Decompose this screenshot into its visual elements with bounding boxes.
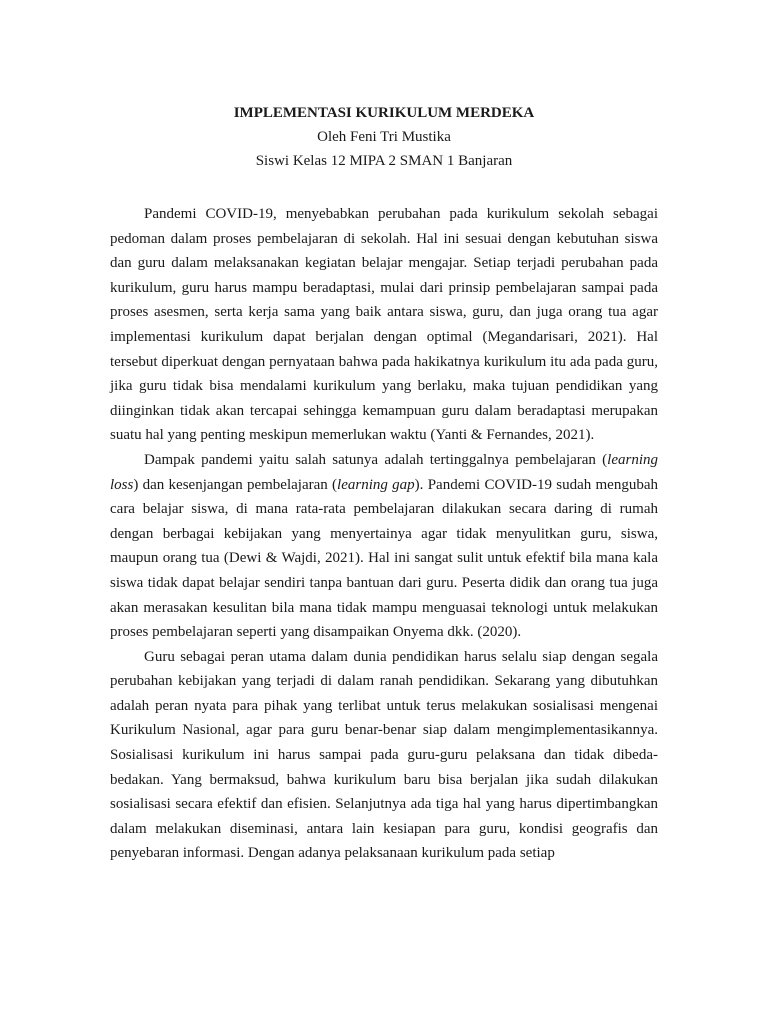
document-header bbox=[110, 101, 658, 173]
document-title: IMPLEMENTASI KURIKULUM MERDEKA bbox=[233, 105, 535, 121]
term-learning-gap: learning gap bbox=[337, 476, 415, 493]
paragraph-3: Guru sebagai peran utama dalam dunia pendidikan harus selalu siap dengan segala perubahan kebijakan yang terjadi di dalam ranah pendidikan. Sekarang yang dibutuhkan adalah peran nyata para pihak yang terlibat untuk terus melakukan sosialisasi mengenai Kurikulum Nasional, agar para guru benar-benar siap dalam mengimplementasikannya. Sosialisasi kurikulum ini harus sampai pada guru-guru pelaksana dan tidak dibeda-bedakan. Yang bermaksud, bahwa kurikulum baru bisa berjalan jika sudah dilakukan sosialisasi secara efektif dan efisien. Selanjutnya ada tiga hal yang harus dipertimbangkan dalam melakukan diseminasi, antara lain kesiapan para guru, kondisi geografis dan penyebaran informasi. Dengan adanya pelaksanaan kurikulum pada setiap bbox=[110, 648, 658, 862]
term-learning-loss: learning loss bbox=[110, 451, 658, 493]
paragraph-2-text-a: Dampak pandemi yaitu salah satunya adalah tertinggalnya pembelajaran ( bbox=[144, 451, 608, 468]
author-line: Oleh Feni Tri Mustika bbox=[317, 129, 451, 145]
document-body bbox=[110, 202, 658, 866]
paragraph-2 bbox=[110, 448, 658, 645]
paragraph-2-text-e: ). Pandemi COVID-19 sudah mengubah cara belajar siswa, di mana rata-rata pembelajaran dilakukan secara daring di rumah dengan berbagai kebijakan yang menyertainya agar tidak menyulitkan guru, siswa, maupun orang tua (Dewi & Wajdi, 2021). Hal ini sangat sulit untuk efektif bila mana kala siswa tidak dapat belajar sendiri tanpa bantuan dari guru. Peserta didik dan orang tua juga akan merasakan kesulitan bila mana tidak mampu menguasai teknologi untuk melakukan proses pembelajaran seperti yang disampaikan Onyema dkk. (2020). bbox=[110, 476, 658, 641]
paragraph-1: Pandemi COVID-19, menyebabkan perubahan pada kurikulum sekolah sebagai pedoman dalam proses pembelajaran di sekolah. Hal ini sesuai dengan kebutuhan siswa dan guru dalam melaksanakan kegiatan belajar mengajar. Setiap terjadi perubahan pada kurikulum, guru harus mampu beradaptasi, mulai dari prinsip pembelajaran sampai pada proses asesmen, serta kerja sama yang baik antara siswa, guru, dan juga orang tua agar implementasi kurikulum dapat berjalan dengan optimal (Megandarisari, 2021). Hal tersebut diperkuat dengan pernyataan bahwa pada hakikatnya kurikulum itu ada pada guru, jika guru tidak bisa mendalami kurikulum yang berlaku, maka tujuan pendidikan yang diinginkan tidak akan tercapai sehingga kemampuan guru dalam beradaptasi merupakan suatu hal yang penting meskipun memerlukan waktu (Yanti & Fernandes, 2021). bbox=[110, 206, 658, 444]
affiliation-line: Siswi Kelas 12 MIPA 2 SMAN 1 Banjaran bbox=[255, 153, 513, 169]
paragraph-2-text-c: ) dan kesenjangan pembelajaran ( bbox=[133, 476, 338, 493]
